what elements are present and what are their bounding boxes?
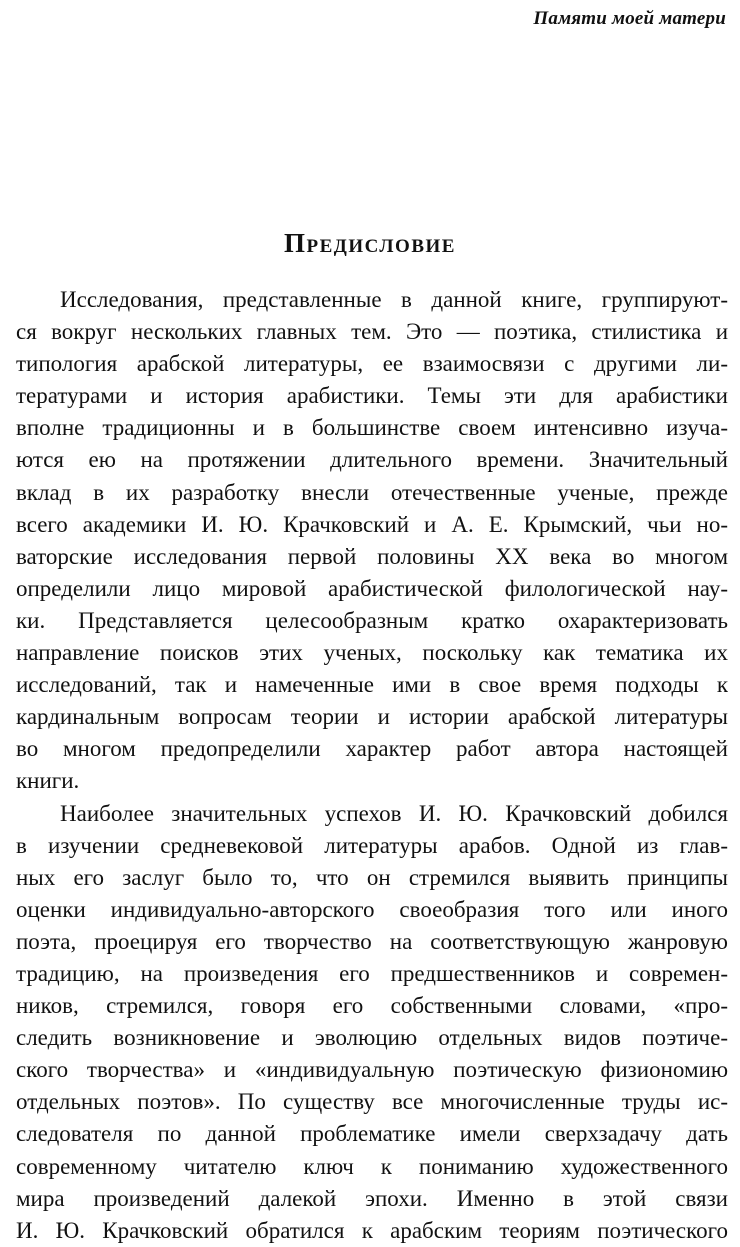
text-line: определили лицо мировой арабистической филологической нау- <box>16 575 728 601</box>
text-line: тературами и история арабистики. Темы эти для арабистики <box>16 383 728 409</box>
text-line: исследований, так и намеченные ими в свое время подходы к <box>16 672 728 698</box>
text-line: ского творчества» и «индивидуальную поэтическую физиономию <box>16 1057 728 1083</box>
text-line: Исследования, представленные в данной книге, группируют- <box>60 287 728 312</box>
paragraph <box>16 798 728 1247</box>
text-line: ных его заслуг было то, что он стремился выявить принципы <box>16 864 728 890</box>
page-title: Предисловие <box>284 228 456 258</box>
body-text <box>16 284 728 1247</box>
text-line: кардинальным вопросам теории и истории арабской литературы <box>16 704 728 730</box>
text-line: в изучении средневековой литературы арабов. Одной из глав- <box>16 832 728 858</box>
text-line: ников, стремился, говоря его собственными словами, «про- <box>16 993 728 1019</box>
text-line: И. Ю. Крачковский обратился к арабским теориям поэтического <box>16 1217 728 1243</box>
text-line: Наиболее значительных успехов И. Ю. Крачковский добился <box>60 800 728 826</box>
text-line: книги. <box>16 768 80 794</box>
page-header-dedication: Памяти моей матери <box>533 8 726 29</box>
text-line: во многом предопределили характер работ автора настоящей <box>16 736 728 762</box>
text-line: ки. Представляется целесообразным кратко охарактеризовать <box>16 607 728 633</box>
text-line: ваторские исследования первой половины XX века во многом <box>16 543 728 569</box>
text-line: направление поисков этих ученых, поскольку как тематика их <box>16 640 728 666</box>
text-line: следить возникновение и эволюцию отдельных видов поэтиче- <box>16 1025 728 1051</box>
text-line: современному читателю ключ к пониманию художественного <box>16 1153 728 1179</box>
text-line: вполне традиционны и в большинстве своем интенсивно изуча- <box>16 415 728 441</box>
paragraph <box>16 284 728 798</box>
text-line: оценки индивидуально-авторского своеобразия того или иного <box>16 896 728 922</box>
text-line: типология арабской литературы, ее взаимосвязи с другими ли- <box>16 351 728 377</box>
text-line: поэта, проецируя его творчество на соответствующую жанровую <box>16 928 728 954</box>
text-line: отдельных поэтов». По существу все многочисленные труды ис- <box>16 1089 728 1115</box>
text-line: следователя по данной проблематике имели сверхзадачу дать <box>16 1121 728 1147</box>
text-line: вклад в их разработку внесли отечественные ученые, прежде <box>16 479 728 505</box>
text-line: ются ею на протяжении длительного времени. Значительный <box>16 447 728 473</box>
text-line: всего академики И. Ю. Крачковский и А. Е. Крымский, чьи но- <box>16 511 728 537</box>
text-line: ся вокруг нескольких главных тем. Это — поэтика, стилистика и <box>16 319 728 345</box>
text-line: традицию, на произведения его предшественников и современ- <box>16 960 728 986</box>
text-line: мира произведений далекой эпохи. Именно в этой связи <box>16 1185 728 1211</box>
